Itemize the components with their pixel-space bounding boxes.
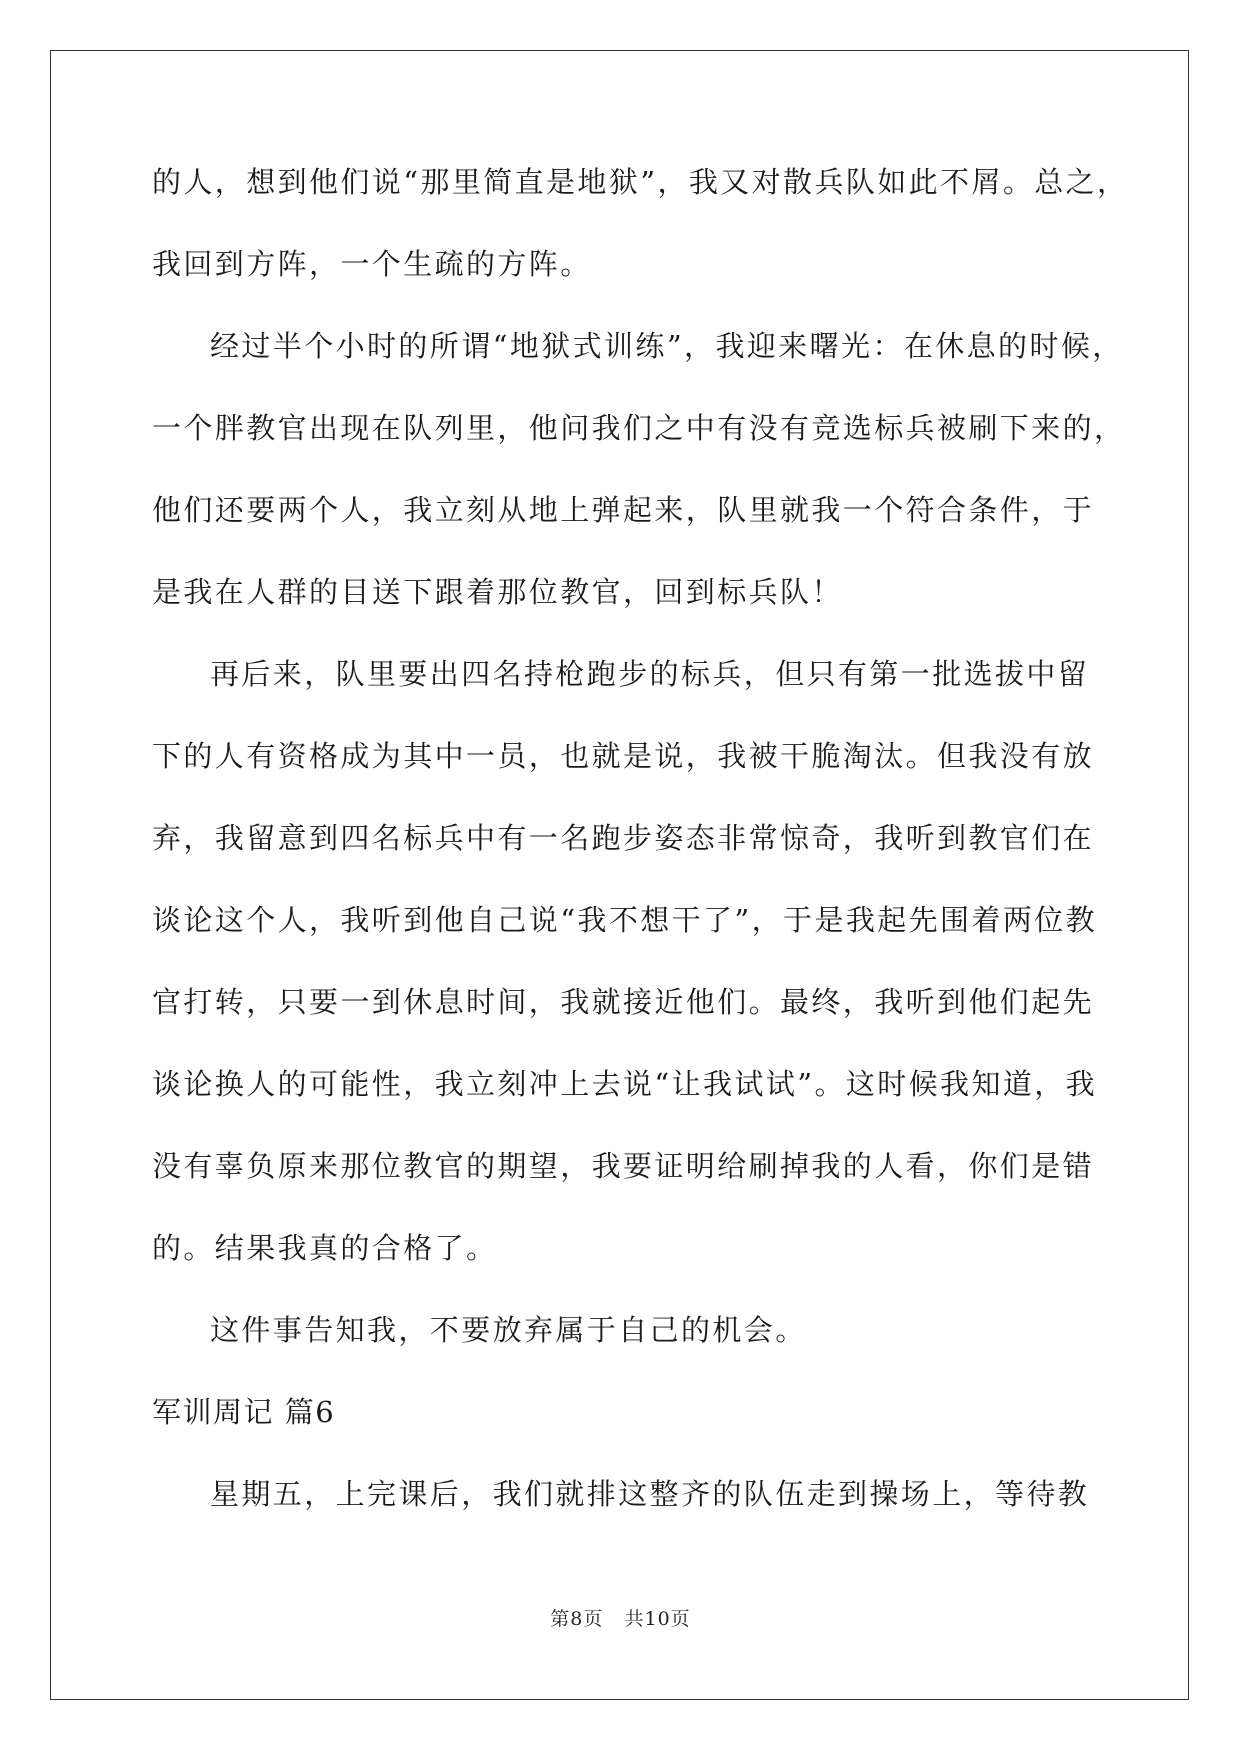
text-line: 下的人有资格成为其中一员，也就是说，我被干脆淘汰。但我没有放 xyxy=(152,739,1095,773)
text-line: 没有辜负原来那位教官的期望，我要证明给刷掉我的人看，你们是错 xyxy=(152,1149,1095,1183)
text-line: 一个胖教官出现在队列里，他问我们之中有没有竞选标兵被刷下来的， xyxy=(152,411,1126,445)
section-heading: 军训周记 篇6 xyxy=(152,1395,336,1429)
text-line: 弃，我留意到四名标兵中有一名跑步姿态非常惊奇，我听到教官们在 xyxy=(152,821,1095,855)
text-line: 的人，想到他们说“那里简直是地狱”，我又对散兵队如此不屑。总之， xyxy=(152,165,1129,199)
text-line: 官打转，只要一到休息时间，我就接近他们。最终，我听到他们起先 xyxy=(152,985,1095,1019)
text-line: 是我在人群的目送下跟着那位教官，回到标兵队！ xyxy=(152,575,843,609)
document-body xyxy=(152,162,1129,1556)
text-line: 我回到方阵，一个生疏的方阵。 xyxy=(152,247,592,281)
paragraph-start-line: 这件事告知我，不要放弃属于自己的机会。 xyxy=(210,1313,807,1347)
paragraph-start-line: 再后来，队里要出四名持枪跑步的标兵，但只有第一批选拔中留 xyxy=(210,657,1090,691)
text-line: 谈论换人的可能性，我立刻冲上去说“让我试试”。这时候我知道，我 xyxy=(152,1067,1098,1101)
paragraph-start-line: 经过半个小时的所谓“地狱式训练”，我迎来曙光：在休息的时候， xyxy=(210,329,1124,363)
paragraph-start-line: 星期五，上完课后，我们就排这整齐的队伍走到操场上，等待教 xyxy=(210,1477,1090,1511)
text-line: 的。结果我真的合格了。 xyxy=(152,1231,498,1265)
text-line: 谈论这个人，我听到他自己说“我不想干了”，于是我起先围着两位教 xyxy=(152,903,1098,937)
text-line: 他们还要两个人，我立刻从地上弹起来，队里就我一个符合条件，于 xyxy=(152,493,1095,527)
page-number: 第8页 共10页 xyxy=(550,1608,691,1630)
